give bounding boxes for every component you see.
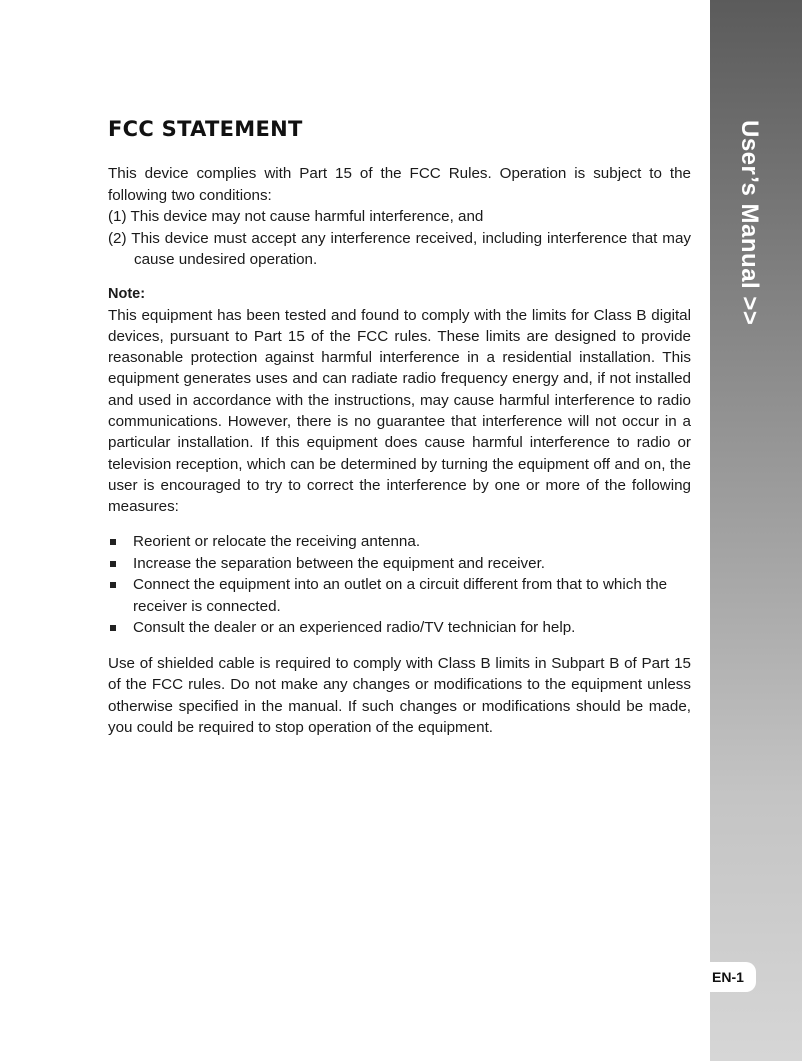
list-item <box>108 617 691 639</box>
condition-item: (1) This device may not cause harmful interference, and <box>108 208 484 225</box>
measures-list <box>108 531 691 639</box>
page-number-tab <box>700 962 756 992</box>
list-item-text: Connect the equipment into an outlet on a circuit different from that to which the receiver is connected. <box>133 576 668 615</box>
note-paragraph: This equipment has been tested and found to comply with the limits for Class B digital devices, pursuant to Part 15 of the FCC rules. These limits are designed to provide reasonable protection against harmful interference in a residential installation. This equipment generates uses and can radiate radio frequency energy and, if not installed and used in accordance with the instructions, may cause harmful interference to radio communications. However, there is no guarantee that interference will not occur in a particular installation. If this equipment does cause harmful interference to radio or television reception, which can be determined by turning the equipment off and on, the user is encouraged to try to correct the interference by one or more of the following measures: <box>108 306 691 516</box>
closing-paragraph: Use of shielded cable is required to comply with Class B limits in Subpart B of Part 15 of the FCC rules. Do not make any changes or modifications to the equipment unless otherwise specified in the manual. If such changes or modifications should be made, you could be required to stop operation of the equipment. <box>108 654 691 736</box>
list-item-text: Consult the dealer or an experienced radio/TV technician for help. <box>133 619 576 637</box>
square-bullet-icon <box>110 582 116 588</box>
list-item <box>108 553 691 575</box>
intro-paragraph: This device complies with Part 15 of the FCC Rules. Operation is subject to the following two conditions: <box>108 165 691 204</box>
square-bullet-icon <box>110 539 116 545</box>
document-body <box>108 117 691 738</box>
note-heading: Note: <box>108 285 146 302</box>
list-item-text: Reorient or relocate the receiving antenna. <box>133 533 421 551</box>
condition-item: (2) This device must accept any interference received, including interference that may cause undesired operation. <box>108 229 691 268</box>
list-item <box>108 574 691 617</box>
page-title: FCC STATEMENT <box>108 117 303 141</box>
page-number: EN-1 <box>712 969 744 985</box>
square-bullet-icon <box>110 561 116 567</box>
list-item <box>108 531 691 553</box>
sidebar-manual-label: User’s Manual >> <box>736 120 763 326</box>
list-item-text: Increase the separation between the equipment and receiver. <box>133 554 546 572</box>
square-bullet-icon <box>110 625 116 631</box>
